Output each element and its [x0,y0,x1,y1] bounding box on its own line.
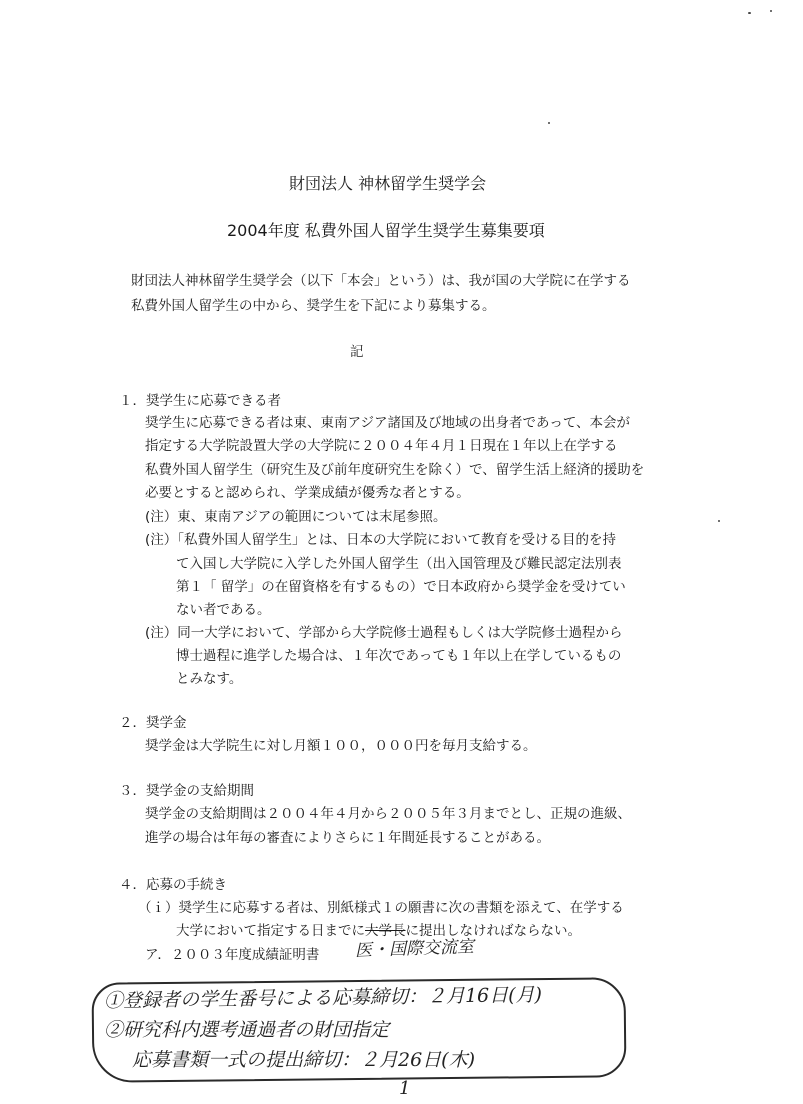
handwritten-deadline-2: ②研究科内選考通過者の財団指定 [104,1019,390,1041]
handwritten-deadline-3: 応募書類一式の提出締切：２月26日(木) [132,1049,476,1071]
section-1-line: 奨学生に応募できる者は東、東南アジア諸国及び地域の出身者であって、本会が [145,415,631,431]
note-2-line: て入国し大学院に入学した外国人留学生（出入国管理及び難民認定法別表 [176,556,622,572]
note-1: (注）東、東南アジアの範囲については末尾参照。 [145,509,447,525]
scan-speck [770,10,772,12]
org-name: 財団法人 神林留学生奨学会 [289,174,487,193]
note-2-line: 第１「 留学」の在留資格を有するもの）で日本政府から奨学金を受けてい [176,579,626,595]
intro-line-1: 財団法人神林留学生奨学会（以下「本会」という）は、我が国の大学院に在学する [131,273,631,289]
handwritten-deadline-1: ①登録者の学生番号による応募締切：２月16日(月) [103,983,543,1013]
section-1-line: 必要とすると認められ、学業成績が優秀な者とする。 [145,485,470,501]
intro-line-2: 私費外国人留学生の中から、奨学生を下記により募集する。 [131,298,496,314]
handwritten-margin-note: 医・国際交流室 [354,936,475,962]
note-2-line: (注）「私費外国人留学生」とは、日本の大学院において教育を受ける目的を持 [145,532,617,548]
note-2-line: ない者である。 [176,602,271,618]
section-1-heading: １．奨学生に応募できる者 [119,393,281,409]
page-number: 1 [399,1078,411,1099]
section-2-heading: ２．奨学金 [119,715,187,731]
scan-speck [748,12,751,14]
scan-speck [548,122,550,124]
section-3-line: 奨学金の支給期間は２００４年４月から２００５年３月までとし、正規の進級、 [145,806,631,822]
section-3-heading: ３．奨学金の支給期間 [119,783,254,799]
document-title: 2004年度 私費外国人留学生奨学生募集要項 [227,221,545,240]
section-2-line: 奨学金は大学院生に対し月額１００，０００円を毎月支給する。 [145,738,537,754]
item-a: ア．２００３年度成績証明書 [145,947,320,963]
procedure-i-line-2-pre: 大学において指定する日までに [176,923,365,939]
procedure-i-line-1: （ｉ）奨学生に応募する者は、別紙様式１の願書に次の書類を添えて、在学する [138,900,624,916]
procedure-i-line-2 [176,922,581,940]
note-3-line: とみなす。 [176,671,243,687]
section-3-line: 進学の場合は年毎の審査によりさらに１年間延長することがある。 [145,830,550,846]
note-3-line: (注）同一大学において、学部から大学院修士過程もしくは大学院修士過程から [145,625,623,641]
section-4-heading: ４．応募の手続き [119,877,227,893]
section-1-line: 指定する大学院設置大学の大学院に２００４年４月１日現在１年以上在学する [145,438,618,454]
procedure-i-line-2-post: に提出しなければならない。 [405,923,581,939]
section-1-line: 私費外国人留学生（研究生及び前年度研究生を除く）で、留学生活上経済的援助を [145,462,645,478]
ki-marker: 記 [350,344,364,360]
struck-text: 大学長 [365,923,406,939]
scan-speck [718,520,720,522]
note-3-line: 博士過程に進学した場合は、１年次であっても１年以上在学しているもの [176,648,622,664]
